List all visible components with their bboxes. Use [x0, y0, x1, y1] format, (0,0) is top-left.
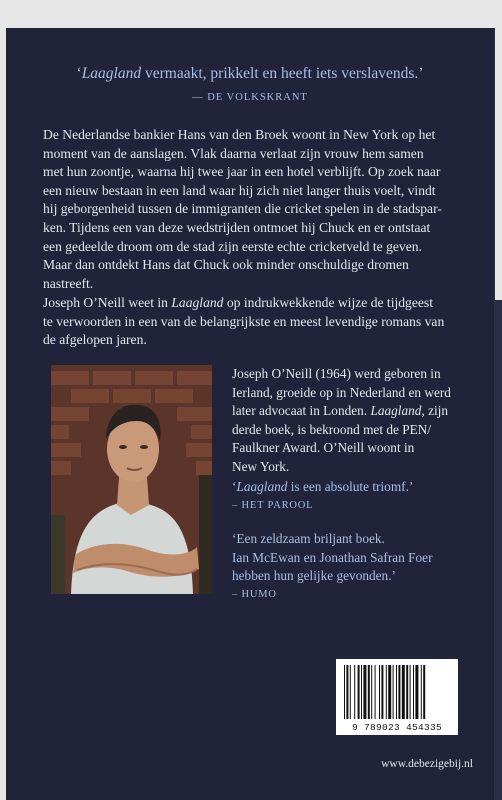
humo-line: ‘Een zeldzaam briljant boek. [232, 531, 385, 546]
barcode-bar [398, 665, 400, 719]
barcode-bar [402, 665, 405, 719]
barcode-bar [393, 665, 394, 719]
summary-line: Maar dan ontdekt Hans dat Chuck ook minder onschuldige dromen [43, 257, 409, 273]
book-back-cover [6, 28, 494, 800]
barcode-bar [396, 665, 397, 719]
bio-line: Faulkner Award. O’Neill woont in [232, 440, 415, 456]
summary-line: nastreeft. [43, 275, 94, 291]
barcode-bar [423, 665, 425, 719]
parool-quote: ‘Laagland is een absolute triomf.’ [232, 479, 414, 494]
bio-book-title: Laagland [370, 403, 422, 419]
barcode-bar [381, 665, 383, 719]
barcode-bar [346, 665, 348, 719]
praise-paragraph [43, 294, 463, 350]
parool-source: – HET PAROOL [232, 499, 314, 511]
barcode-bar [413, 665, 414, 719]
barcode-bar [375, 665, 376, 719]
barcode-bar [354, 665, 355, 719]
author-bio [232, 365, 478, 477]
parool-review [232, 478, 478, 515]
top-review-source: — DE VOLKSKRANT [192, 92, 308, 103]
barcode-bar [368, 665, 370, 719]
humo-line: Ian McEwan en Jonathan Safran Foer [232, 549, 433, 565]
barcode-bars [336, 659, 458, 723]
summary-line: met hun zoontje, waarna hij twee jaar in een hotel verblijft. Op zoek naar [43, 164, 441, 180]
barcode-bar [350, 665, 351, 719]
summary-line: een gedeelde droom om de stad zijn eerste echte cricketveld te geven. [43, 238, 422, 254]
summary-line: ken. Tijdens een van deze wedstrijden ontmoet hij Chuck en er ontstaat [43, 219, 431, 235]
barcode-bar [361, 665, 362, 719]
barcode-bar [363, 665, 366, 719]
quote-book-title: Laagland [81, 65, 142, 82]
barcode-bar [386, 665, 387, 719]
barcode-bar [410, 665, 411, 719]
bio-line: Joseph O’Neill (1964) werd geboren in [232, 366, 441, 381]
barcode-bar [344, 665, 345, 719]
barcode-bar [358, 665, 360, 719]
author-photo [51, 365, 212, 594]
barcode-bar [415, 665, 418, 719]
barcode-bar [421, 665, 422, 719]
praise-line: de afgelopen jaren. [43, 332, 147, 348]
parool-book-title: Laagland [236, 479, 288, 494]
barcode-bar [371, 665, 372, 719]
isbn-barcode [336, 659, 458, 735]
author-portrait-illustration [51, 365, 212, 594]
bio-line: New York. [232, 458, 290, 474]
barcode-bar [406, 665, 408, 719]
summary-line: een nieuw bestaan in een land waar hij zich niet langer thuis voelt, vindt [43, 182, 436, 198]
barcode-bar [388, 665, 391, 719]
summary-paragraph [43, 126, 463, 293]
barcode-bar [379, 665, 380, 719]
praise-book-title: Laagland [171, 295, 224, 310]
publisher-website: www.debezigebij.nl [381, 758, 473, 770]
bio-line: derde boek, is bekroond met de PEN/ [232, 421, 432, 437]
bio-line: Ierland, groeide op in Nederland en werd [232, 384, 451, 400]
book-spine-edge [494, 300, 502, 800]
praise-line: te verwoorden in een van de belangrijkste en meest levendige romans van [43, 313, 445, 329]
humo-review [232, 530, 478, 604]
humo-line: hebben hun gelijke gevonden.’ [232, 568, 396, 584]
summary-line: De Nederlandse bankier Hans van den Broek woont in New York op het [43, 127, 436, 142]
humo-source: – HUMO [232, 588, 277, 600]
summary-line: moment van de aanslagen. Vlak daarna verlaat zijn vrouw hem samen [43, 145, 424, 161]
praise-line: Joseph O’Neill weet in Laagland op indrukwekkende wijze de tijdgeest [43, 295, 433, 310]
bio-line: later advocaat in Londen. Laagland, zijn [232, 403, 449, 419]
isbn-number: 9 789023 454335 [351, 722, 442, 733]
summary-line: hij geborgenheid tussen de immigranten die cricket spelen in de stadspar- [43, 201, 442, 217]
top-review-quote: ‘Laagland vermaakt, prikkelt en heeft iets verslavends.’ [76, 65, 424, 82]
